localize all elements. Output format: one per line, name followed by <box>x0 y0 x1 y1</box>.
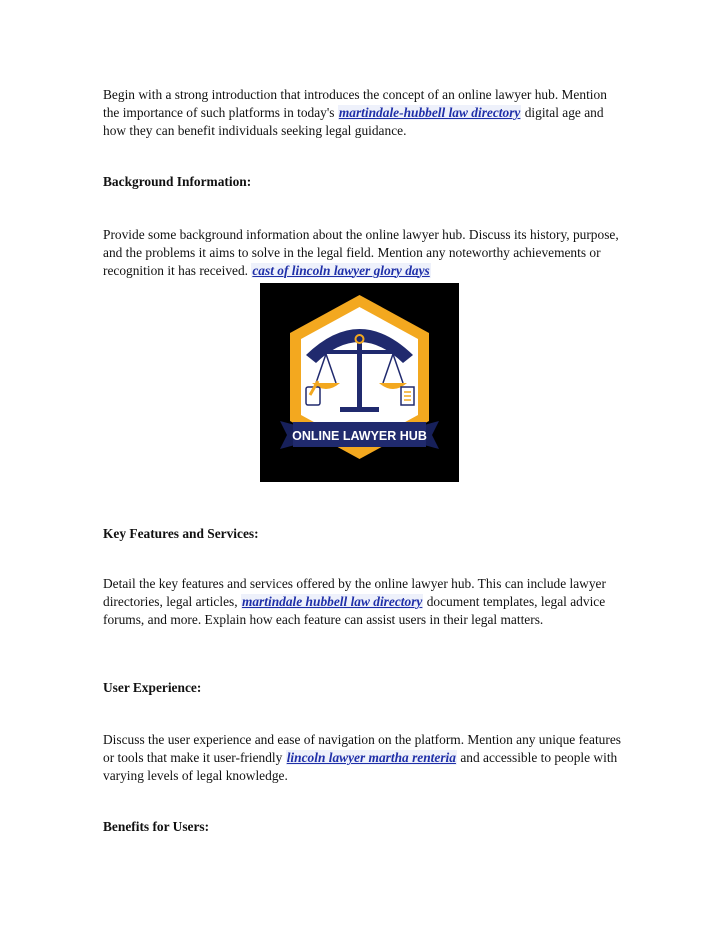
ux-paragraph <box>103 731 623 784</box>
heading-features: Key Features and Services: <box>103 526 259 541</box>
scales-icon <box>260 283 459 482</box>
scale-base <box>340 407 379 412</box>
link-martindale-hubbell[interactable]: martindale-hubbell law directory <box>338 104 521 120</box>
online-lawyer-hub-logo <box>260 283 459 482</box>
link-lincoln-lawyer-glory-days[interactable]: cast of lincoln lawyer glory days <box>252 262 430 278</box>
intro-text: Begin with a strong introduction that introduces the concept of an online lawyer hub. Mention the importance of such platforms in today's <box>103 87 607 120</box>
intro-paragraph <box>103 86 623 139</box>
heading-background: Background Information: <box>103 174 252 189</box>
heading-benefits: Benefits for Users: <box>103 819 210 834</box>
logo-banner-text: ONLINE LAWYER HUB <box>292 429 427 443</box>
features-text: Detail the key features and services offered by the online lawyer hub. This can include lawyer directories, legal articles, <box>103 576 606 609</box>
link-martindale-hubbell-2[interactable]: martindale hubbell law directory <box>241 593 423 609</box>
link-martha-renteria[interactable]: lincoln lawyer martha renteria <box>286 749 456 765</box>
background-paragraph <box>103 226 623 279</box>
heading-user-experience: User Experience: <box>103 680 202 695</box>
features-paragraph <box>103 575 623 628</box>
intro-text-end: digital age and how they can benefit individuals seeking legal guidance. <box>103 104 604 138</box>
features-text-end: document templates, legal advice forums, and more. Explain how each feature can assist users in their legal matters. <box>103 593 606 627</box>
ux-text-end: and accessible to people with varying levels of legal knowledge. <box>103 749 618 783</box>
scale-beam <box>324 350 395 354</box>
background-text: Provide some background information about the online lawyer hub. Discuss its history, purpose, and the problems it aims to solve in the legal field. Mention any noteworthy achievements or recognition it has received. <box>103 227 619 278</box>
ux-text: Discuss the user experience and ease of navigation on the platform. Mention any unique features or tools that make it user-friendly <box>103 732 621 765</box>
